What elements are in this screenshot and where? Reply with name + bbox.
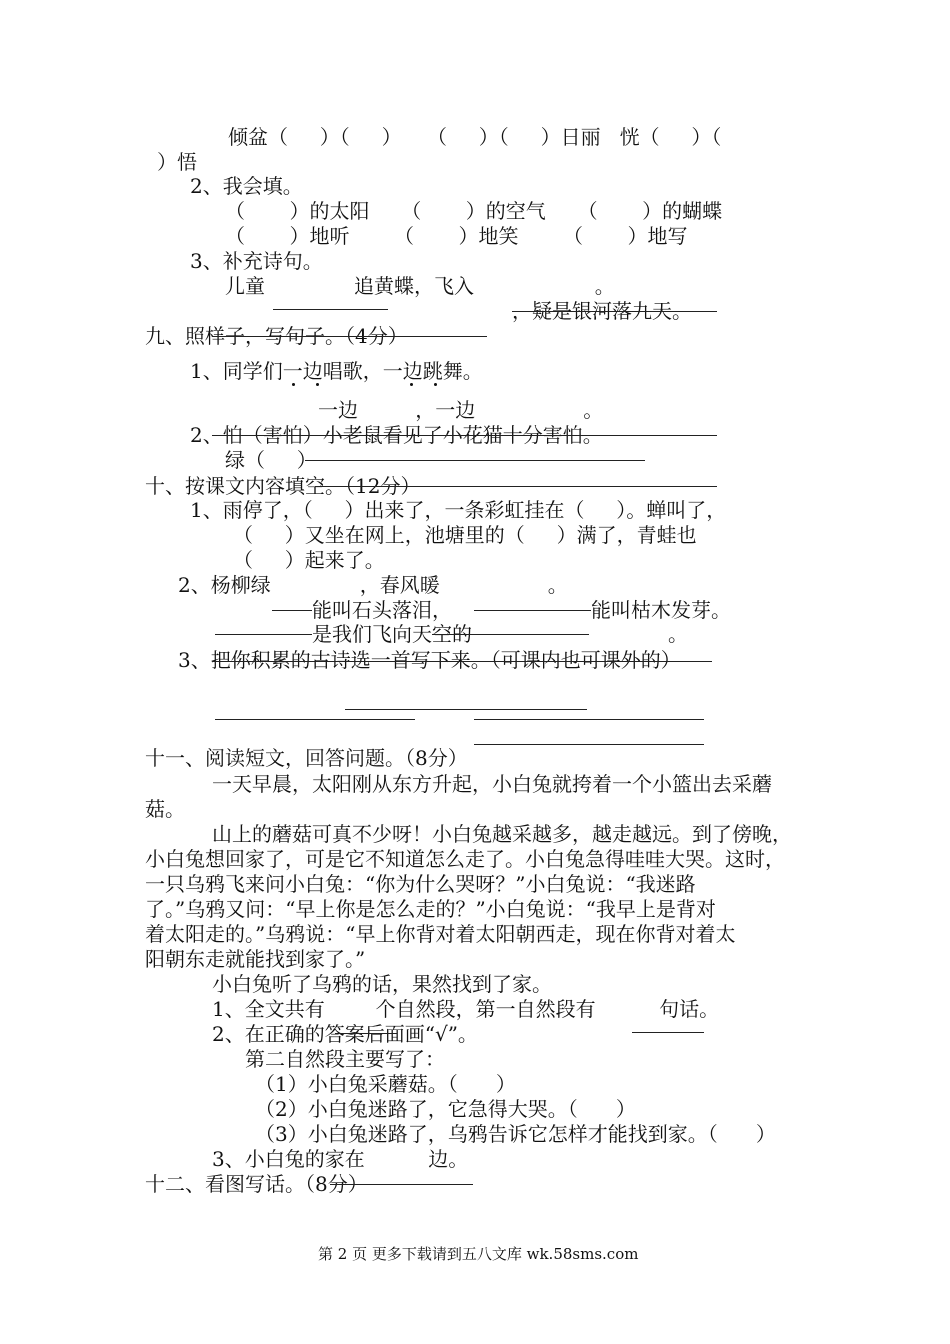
passage-line-8: 阳朝东走就能找到家了。” (145, 947, 366, 971)
section-12-heading: 十二、看图写话。（8分） (145, 1172, 368, 1196)
answer-line (345, 709, 587, 710)
line-19: 能叫石头落泪， (312, 598, 452, 622)
strike-line (315, 486, 717, 487)
strike-line (330, 1184, 473, 1185)
line-3: 2、我会填。 (190, 174, 303, 198)
passage-line-9: 小白兔听了乌鸦的话，果然找到了家。 (212, 972, 552, 996)
passage-line-6: 了。”乌鸦又问：“早上你是怎么走的？”小白兔说：“我早上是背对 (145, 897, 716, 921)
line-12: 2、怕（害怕）小老鼠看见了小花猫十分害怕。 (190, 423, 603, 447)
line-23: 3、把你积累的古诗选一首写下来。（可课内也可课外的） (178, 648, 681, 672)
emphasis-dot (434, 383, 437, 386)
passage-line-1: 一天早晨，太阳刚从东方升起，小白兔就挎着一个小篮出去采蘑 (212, 772, 772, 796)
strike-line (212, 661, 712, 662)
line-6: 3、补充诗句。 (190, 249, 323, 273)
section-9-heading: 九、照样子，写句子。（4分） (145, 324, 408, 348)
question-2: 2、在正确的答案后面画“√”。 (212, 1022, 478, 1046)
line-17: （ ）起来了。 (233, 548, 385, 572)
line-4: （ ）的太阳 （ ）的空气 （ ）的蝴蝶 (225, 199, 723, 223)
emphasis-dot (410, 383, 413, 386)
option-2: （2）小白兔迷路了，它急得大哭。（ ） (255, 1097, 636, 1121)
line-11: 一边 ，一边 。 (318, 398, 604, 422)
strike-line (272, 610, 312, 611)
question-2-prompt: 第二自然段主要写了： (245, 1047, 445, 1071)
answer-line (632, 1032, 704, 1033)
question-1: 1、全文共有 个自然段，第一自然段有 句话。 (212, 997, 720, 1021)
answer-line (305, 460, 645, 461)
answer-line (215, 719, 415, 720)
line-7: 儿童 追黄蝶，飞入 。 (225, 274, 615, 298)
line-1: 倾盆（ ）（ ） （ ）（ ）日丽 恍（ ）（ (228, 125, 722, 149)
line-5: （ ）地听 （ ）地笑 （ ）地写 (225, 224, 688, 248)
line-2: ）悟 (157, 150, 197, 174)
passage-line-3: 山上的蘑菇可真不少呀！小白兔越采越多，越走越远。到了傍晚， (212, 822, 792, 846)
emphasis-dot (316, 383, 319, 386)
answer-line (474, 719, 704, 720)
strike-line (335, 1033, 397, 1034)
line-15: 1、雨停了，（ ）出来了，一条彩虹挂在（ ）。蝉叫了， (190, 498, 727, 522)
line-21: 是我们飞向天空的 (312, 622, 472, 646)
section-11-heading: 十一、阅读短文，回答问题。（8分） (145, 746, 468, 770)
line-20: 能叫枯木发芽。 (591, 598, 731, 622)
passage-line-5: 一只乌鸦飞来问小白兔：“你为什么哭呀？”小白兔说：“我迷路 (145, 872, 696, 896)
line-8: ，疑是银河落九天。 (512, 299, 692, 323)
line-16: （ ）又坐在网上，池塘里的（ ）满了，青蛙也 (233, 523, 697, 547)
line-13: 绿（ ） (225, 448, 317, 472)
line-10: 1、同学们一边唱歌，一边跳舞。 (190, 359, 483, 383)
question-3: 3、小白兔的家在 边。 (212, 1147, 469, 1171)
line-18: 2、杨柳绿 ，春风暖 。 (178, 573, 568, 597)
answer-line (432, 634, 589, 635)
line-22: 。 (668, 622, 688, 646)
strike-line (212, 336, 487, 337)
page-footer: 第 2 页 更多下载请到五八文库 wk.58sms.com (318, 1245, 639, 1263)
option-1: （1）小白兔采蘑菇。（ ） (255, 1072, 516, 1096)
strike-line (212, 435, 717, 436)
section-10-heading: 十、按课文内容填空。（12分） (145, 474, 421, 498)
answer-line (474, 744, 704, 745)
answer-line (215, 634, 312, 635)
strike-line (512, 311, 717, 312)
answer-line (273, 309, 388, 310)
passage-line-4: 小白兔想回家了，可是它不知道怎么走了。小白兔急得哇哇大哭。这时， (145, 847, 785, 871)
passage-line-2: 菇。 (145, 797, 185, 821)
answer-line (474, 610, 591, 611)
passage-line-7: 着太阳走的。”乌鸦说：“早上你背对着太阳朝西走，现在你背对着太 (145, 922, 736, 946)
emphasis-dot (292, 383, 295, 386)
option-3: （3）小白兔迷路了，乌鸦告诉它怎样才能找到家。（ ） (255, 1122, 776, 1146)
